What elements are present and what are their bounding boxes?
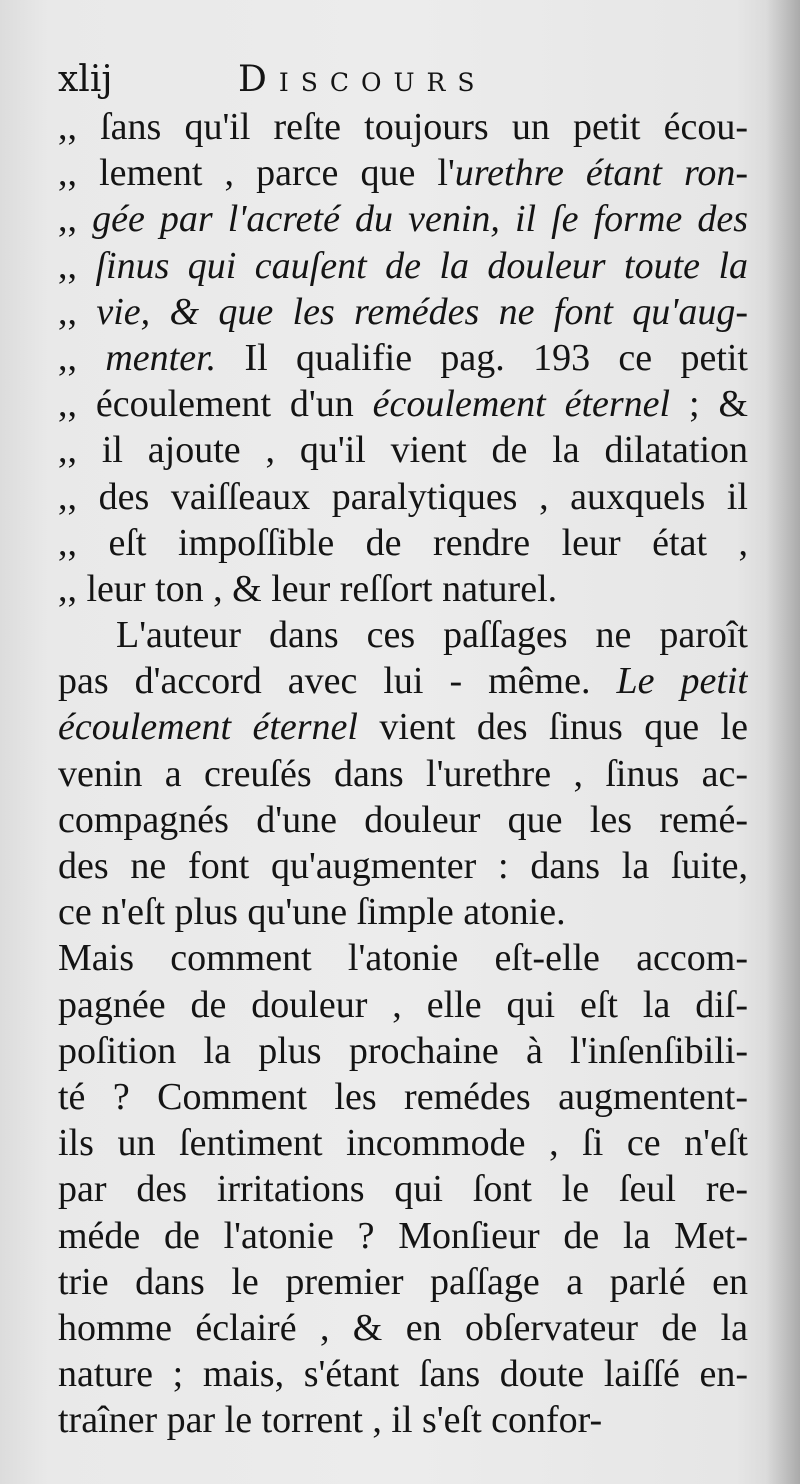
text-run: ,, il ajoute , qu'il vient de la dilatation bbox=[58, 429, 748, 472]
text-line bbox=[58, 427, 748, 473]
text-run: ,, bbox=[58, 290, 97, 333]
italic-text-run: Le petit bbox=[616, 660, 748, 703]
text-run: des ne font qu'augmenter : dans la ſuite, bbox=[58, 845, 748, 887]
text-run: ,, bbox=[58, 244, 96, 287]
text-line bbox=[58, 1259, 748, 1305]
text-run: ils un ſentiment incommode , ſi ce n'eſt bbox=[58, 1122, 748, 1165]
text-line bbox=[58, 1397, 748, 1443]
text-run: ,, eſt impoſſible de rendre leur état , bbox=[58, 521, 748, 564]
text-line bbox=[58, 381, 748, 427]
text-run: venin a creuſés dans l'urethre , ſinus ac- bbox=[58, 752, 748, 795]
text-line bbox=[58, 935, 748, 981]
italic-text-run: écoulement éternel bbox=[58, 706, 358, 749]
text-line bbox=[58, 1305, 748, 1351]
text-run: ,, écoulement d'un bbox=[58, 383, 373, 426]
body-text bbox=[58, 104, 748, 1443]
text-run: ce n'eſt plus qu'une ſimple atonie. bbox=[58, 891, 566, 934]
text-run: ,, bbox=[58, 336, 106, 379]
text-line bbox=[58, 982, 748, 1028]
text-line bbox=[58, 658, 748, 704]
text-line bbox=[58, 243, 748, 289]
text-run: L'auteur dans ces paſſages ne paroît bbox=[116, 614, 748, 657]
text-run: par des irritations qui ſont le ſeul re- bbox=[58, 1168, 748, 1211]
italic-text-run: vie, & que les remédes ne font qu'aug- bbox=[96, 290, 748, 333]
text-line bbox=[58, 196, 748, 242]
running-header bbox=[58, 56, 748, 104]
text-run: ,, des vaiſſeaux paralytiques , auxquels il bbox=[58, 475, 748, 518]
italic-text-run: menter. bbox=[105, 336, 217, 379]
text-line bbox=[58, 335, 748, 381]
page-number: xlij bbox=[58, 59, 113, 100]
text-line bbox=[58, 1213, 748, 1259]
text-run: ,, bbox=[58, 198, 93, 241]
text-line bbox=[58, 843, 748, 889]
text-run: ,, lement , parce que l' bbox=[58, 152, 455, 195]
italic-text-run: ſinus qui cauſent de la douleur toute la bbox=[95, 244, 748, 287]
text-line bbox=[58, 704, 748, 750]
text-run: méde de l'atonie ? Monſieur de la Met- bbox=[58, 1214, 748, 1257]
text-line bbox=[58, 1074, 748, 1120]
page-edge-shadow bbox=[766, 0, 800, 1484]
text-run: vient des ſinus que le bbox=[357, 706, 748, 749]
text-line bbox=[58, 474, 748, 520]
text-run: trie dans le premier paſſage a parlé en bbox=[58, 1260, 748, 1303]
text-run: té ? Comment les remédes augmentent- bbox=[58, 1075, 748, 1118]
text-run: traîner par le torrent , il s'eſt confor- bbox=[58, 1399, 603, 1442]
text-run: nature ; mais, s'étant ſans doute laiſſé en- bbox=[58, 1353, 748, 1396]
running-title: Discours bbox=[238, 59, 487, 100]
text-run: ,, leur ton , & leur reſſort naturel. bbox=[58, 567, 558, 610]
text-line bbox=[58, 104, 748, 150]
text-run: pas d'accord avec lui - même. bbox=[58, 660, 617, 703]
text-line bbox=[58, 566, 748, 612]
text-line bbox=[58, 751, 748, 797]
text-line bbox=[58, 612, 748, 658]
text-run: Mais comment l'atonie eſt-elle accom- bbox=[58, 937, 748, 980]
text-line bbox=[58, 520, 748, 566]
text-line bbox=[58, 289, 748, 335]
text-line bbox=[58, 1166, 748, 1212]
text-line bbox=[58, 797, 748, 843]
italic-text-run: gée par l'acreté du venin, il ſe forme des bbox=[92, 198, 748, 241]
italic-text-run: écoulement éternel bbox=[372, 383, 671, 426]
text-run: compagnés d'une douleur que les remé- bbox=[58, 798, 748, 841]
text-run: Il qualifie pag. 193 ce petit bbox=[216, 336, 748, 379]
text-run: ,, ſans qu'il reſte toujours un petit écou- bbox=[58, 106, 748, 148]
text-run: poſition la plus prochaine à l'inſenſibili- bbox=[58, 1029, 748, 1072]
text-run: homme éclairé , & en obſervateur de la bbox=[58, 1306, 748, 1349]
text-line bbox=[58, 1351, 748, 1397]
text-line bbox=[58, 150, 748, 196]
text-line bbox=[58, 889, 748, 935]
text-run: pagnée de douleur , elle qui eſt la diſ- bbox=[58, 983, 748, 1026]
italic-text-run: urethre étant ron- bbox=[454, 152, 748, 195]
text-line bbox=[58, 1028, 748, 1074]
text-line bbox=[58, 1120, 748, 1166]
text-run: ; & bbox=[670, 383, 748, 426]
